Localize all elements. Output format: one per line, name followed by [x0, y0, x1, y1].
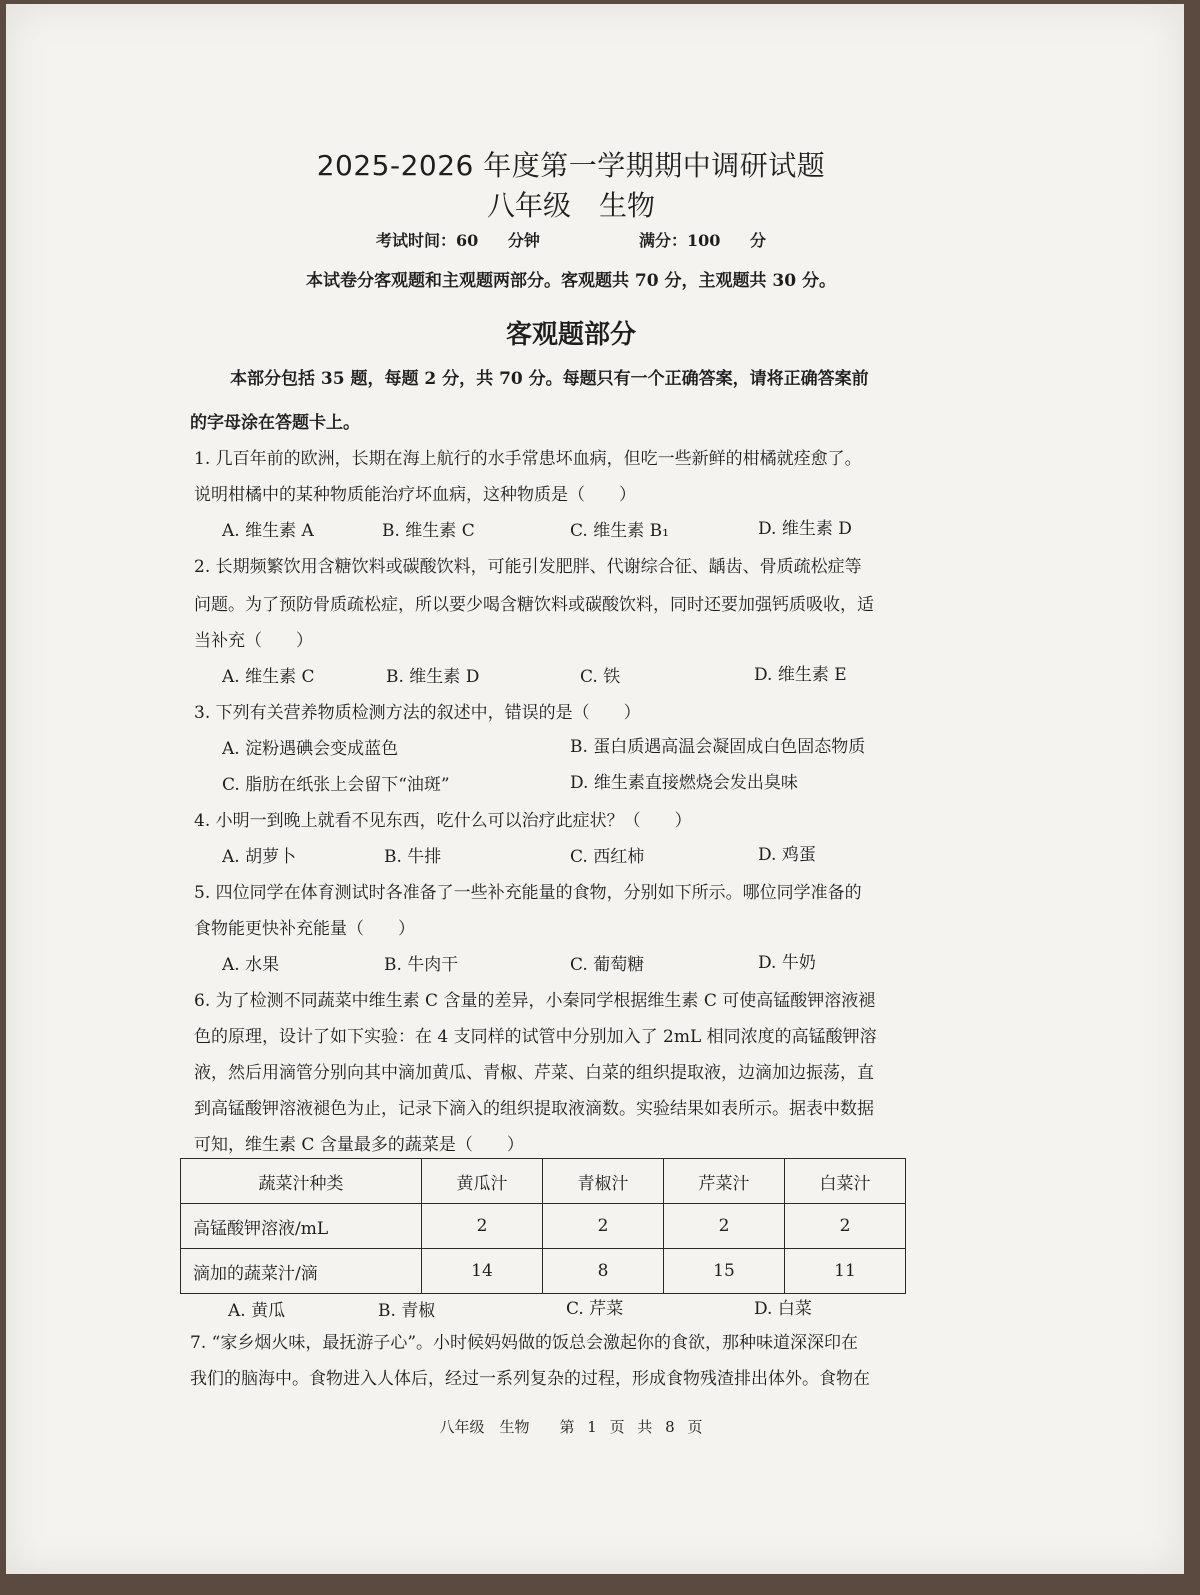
q2-option-b: B. 维生素 D [386, 667, 480, 687]
q1-line2: 说明柑橘中的某种物质能治疗坏血病，这种物质是（ ） [194, 485, 636, 505]
q6-line3: 液，然后用滴管分别向其中滴加黄瓜、青椒、芹菜、白菜的组织提取液，边滴加边振荡，直 [194, 1063, 874, 1083]
table-cell: 白菜汁 [785, 1159, 906, 1204]
table-cell: 2 [664, 1204, 785, 1249]
q4-option-b: B. 牛排 [384, 847, 442, 867]
q3-line1: 3. 下列有关营养物质检测方法的叙述中，错误的是（ ） [194, 703, 641, 723]
table-cell: 芹菜汁 [664, 1159, 785, 1204]
q1-option-a: A. 维生素 A [222, 521, 314, 541]
q3-option-b: B. 蛋白质遇高温会凝固成白色固态物质 [570, 737, 866, 757]
q2-line2: 问题。为了预防骨质疏松症，所以要少喝含糖饮料或碳酸饮料，同时还要加强钙质吸收，适 [194, 595, 874, 615]
q1-option-b: B. 维生素 C [382, 521, 475, 541]
q3-option-c: C. 脂肪在纸张上会留下“油斑” [222, 775, 450, 795]
q4-option-a: A. 胡萝卜 [222, 847, 297, 867]
q6-line5: 可知，维生素 C 含量最多的蔬菜是（ ） [194, 1135, 524, 1155]
section-instruction-1: 本部分包括 35 题，每题 2 分，共 70 分。每题只有一个正确答案，请将正确答案前 [230, 369, 869, 389]
table-cell: 2 [543, 1204, 664, 1249]
q4-line1: 4. 小明一到晚上就看不见东西，吃什么可以治疗此症状？（ ） [194, 811, 692, 831]
exam-title: 2025-2026 年度第一学期期中调研试题 [316, 149, 826, 182]
table-row [181, 1249, 906, 1294]
vegetable-juice-table [180, 1158, 906, 1294]
table-cell: 2 [785, 1204, 906, 1249]
q2-option-d: D. 维生素 E [754, 665, 847, 685]
q2-option-a: A. 维生素 C [222, 667, 315, 687]
q1-line1: 1. 几百年前的欧洲，长期在海上航行的水手常患坏血病，但吃一些新鲜的柑橘就痊愈了。 [194, 449, 862, 469]
q6-option-a: A. 黄瓜 [228, 1301, 286, 1321]
q5-option-b: B. 牛肉干 [384, 955, 459, 975]
q6-line4: 到高锰酸钾溶液褪色为止，记录下滴入的组织提取液滴数。实验结果如表所示。据表中数据 [194, 1099, 874, 1119]
table-cell: 2 [422, 1204, 543, 1249]
q1-option-d: D. 维生素 D [758, 519, 852, 539]
q4-option-c: C. 西红柿 [570, 847, 645, 867]
table-cell: 11 [785, 1249, 906, 1294]
exam-note: 本试卷分客观题和主观题两部分。客观题共 70 分，主观题共 30 分。 [306, 271, 836, 291]
table-cell: 15 [664, 1249, 785, 1294]
table-cell: 蔬菜汁种类 [181, 1159, 422, 1204]
table-cell: 高锰酸钾溶液/mL [181, 1204, 422, 1249]
q5-line1: 5. 四位同学在体育测试时各准备了一些补充能量的食物，分别如下所示。哪位同学准备的 [194, 883, 862, 903]
q5-option-d: D. 牛奶 [758, 953, 816, 973]
section-title: 客观题部分 [505, 320, 636, 350]
exam-subtitle: 八年级 生物 [486, 189, 655, 222]
q3-option-d: D. 维生素直接燃烧会发出臭味 [570, 773, 798, 793]
q1-option-c: C. 维生素 B₁ [570, 521, 669, 541]
exam-meta [6, 228, 1136, 251]
table-cell: 青椒汁 [543, 1159, 664, 1204]
exam-time: 考试时间：60 分钟 [376, 231, 540, 250]
q7-line2: 我们的脑海中。食物进入人体后，经过一系列复杂的过程，形成食物残渣排出体外。食物在 [190, 1369, 870, 1389]
q3-option-a: A. 淀粉遇碘会变成蓝色 [222, 739, 399, 759]
section-instruction-2: 的字母涂在答题卡上。 [190, 413, 360, 433]
table-cell: 14 [422, 1249, 543, 1294]
q2-option-c: C. 铁 [580, 667, 621, 687]
q7-line1: 7. “家乡烟火味，最抚游子心”。小时候妈妈做的饭总会激起你的食欲，那种味道深深印在 [190, 1333, 859, 1353]
q6-option-b: B. 青椒 [378, 1301, 436, 1321]
table-cell: 黄瓜汁 [422, 1159, 543, 1204]
table-row [181, 1159, 906, 1204]
q2-line3: 当补充（ ） [194, 631, 313, 651]
q6-line2: 色的原理，设计了如下实验：在 4 支同样的试管中分别加入了 2mL 相同浓度的高锰酸钾溶 [194, 1027, 877, 1047]
q6-option-d: D. 白菜 [754, 1299, 812, 1319]
q5-option-a: A. 水果 [222, 955, 280, 975]
page-footer: 八年级 生物 第 1 页 共 8 页 [439, 1418, 703, 1436]
q4-option-d: D. 鸡蛋 [758, 845, 816, 865]
q5-line2: 食物能更快补充能量（ ） [194, 919, 415, 939]
q5-option-c: C. 葡萄糖 [570, 955, 645, 975]
q6-line1: 6. 为了检测不同蔬菜中维生素 C 含量的差异，小秦同学根据维生素 C 可使高锰酸钾溶液褪 [194, 991, 876, 1011]
q6-option-c: C. 芹菜 [566, 1299, 624, 1319]
q2-line1: 2. 长期频繁饮用含糖饮料或碳酸饮料，可能引发肥胖、代谢综合征、龋齿、骨质疏松症等 [194, 557, 862, 577]
full-score: 满分：100 分 [639, 231, 766, 250]
table-cell: 8 [543, 1249, 664, 1294]
table-row [181, 1204, 906, 1249]
exam-paper [6, 4, 1184, 1574]
table-cell: 滴加的蔬菜汁/滴 [181, 1249, 422, 1294]
